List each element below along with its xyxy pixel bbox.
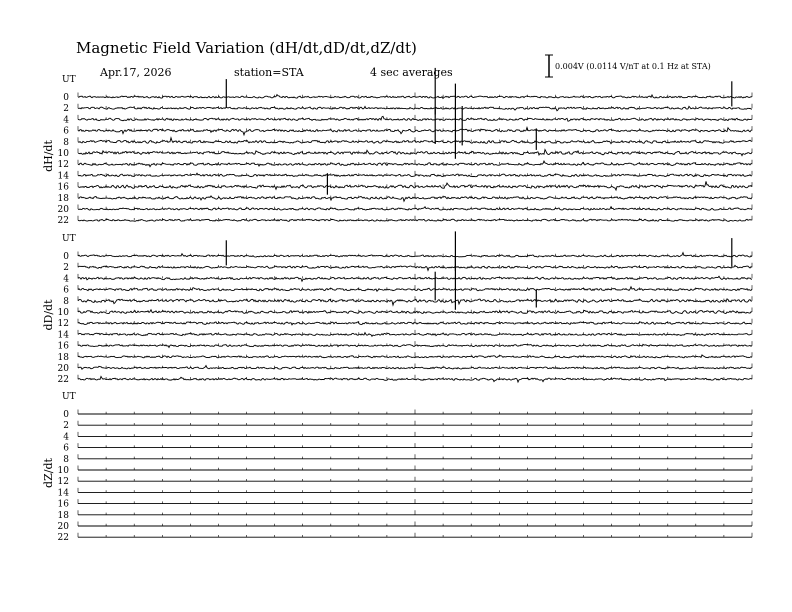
hour-label: 4 [63, 115, 69, 126]
trace-18ut [58, 352, 752, 363]
hour-label: 6 [63, 443, 69, 454]
trace-4ut [63, 432, 752, 443]
hour-label: 2 [63, 421, 69, 432]
hour-label: 0 [63, 93, 69, 103]
trace-12ut [58, 160, 752, 171]
hour-label: 18 [57, 510, 69, 521]
panel-dddt [42, 231, 752, 385]
hour-label: 0 [63, 252, 69, 262]
trace-20ut [58, 364, 752, 375]
trace-0ut [63, 410, 752, 421]
ut-label: UT [62, 392, 76, 402]
trace-ticks [78, 477, 752, 482]
trace-2ut [63, 263, 752, 274]
hour-label: 12 [57, 477, 69, 488]
trace-16ut [58, 341, 752, 352]
trace-16ut [58, 499, 752, 510]
hour-label: 12 [57, 319, 69, 330]
trace-ticks [78, 488, 752, 493]
trace-4ut [63, 274, 752, 285]
trace-14ut [58, 488, 752, 499]
hour-label: 2 [63, 104, 69, 115]
hour-label: 22 [57, 375, 69, 386]
hour-label: 10 [57, 308, 69, 318]
trace-14ut [58, 330, 752, 341]
trace-12ut [58, 477, 752, 488]
trace-8ut [63, 137, 752, 148]
trace-0ut [63, 93, 752, 104]
hour-label: 4 [63, 432, 69, 443]
hour-label: 22 [57, 533, 69, 544]
trace-22ut [58, 216, 752, 227]
trace-ticks [78, 454, 752, 459]
averaging-label: 4 sec averages [370, 66, 453, 79]
station-label: station=STA [234, 66, 304, 79]
trace-8ut [63, 296, 752, 307]
hour-label: 2 [63, 263, 69, 274]
trace-ticks [78, 149, 752, 154]
trace-22ut [58, 533, 752, 544]
trace-ticks [78, 510, 752, 515]
trace-4ut [63, 115, 752, 126]
trace-ticks [78, 263, 752, 268]
y-axis-label: dD/dt [42, 299, 55, 331]
trace-18ut [58, 193, 752, 204]
ut-label: UT [62, 234, 76, 244]
trace-ticks [78, 533, 752, 538]
hour-label: 16 [57, 499, 69, 510]
hour-label: 8 [63, 296, 69, 307]
trace-ticks [78, 443, 752, 448]
trace-line [78, 196, 752, 201]
trace-16ut [58, 181, 752, 192]
scale-bar-label: 0.004V (0.0114 V/nT at 0.1 Hz at STA) [555, 62, 711, 71]
trace-2ut [63, 104, 752, 115]
trace-ticks [78, 432, 752, 437]
trace-ticks [78, 421, 752, 426]
trace-20ut [58, 522, 752, 533]
hour-label: 22 [57, 216, 69, 227]
panel-dhdt [42, 68, 752, 226]
panel-dzdt [42, 392, 752, 543]
date-label: Apr.17, 2026 [100, 66, 172, 79]
trace-10ut [58, 149, 752, 160]
trace-0ut [63, 252, 752, 263]
hour-label: 20 [57, 364, 69, 374]
hour-label: 8 [63, 137, 69, 148]
trace-20ut [58, 205, 752, 216]
trace-10ut [58, 466, 752, 477]
trace-6ut [63, 443, 752, 454]
ut-label: UT [62, 75, 76, 85]
hour-label: 10 [57, 466, 69, 476]
y-axis-label: dZ/dt [42, 458, 55, 488]
hour-label: 12 [57, 160, 69, 171]
trace-ticks [78, 410, 752, 415]
hour-label: 20 [57, 205, 69, 215]
trace-2ut [63, 421, 752, 432]
trace-ticks [78, 466, 752, 471]
hour-label: 18 [57, 352, 69, 363]
trace-line [78, 299, 752, 305]
trace-10ut [58, 308, 752, 319]
hour-label: 10 [57, 149, 69, 159]
hour-label: 6 [63, 285, 69, 296]
y-axis-label: dH/dt [42, 140, 55, 172]
trace-6ut [63, 285, 752, 296]
trace-22ut [58, 375, 752, 386]
hour-label: 6 [63, 126, 69, 137]
chart-title: Magnetic Field Variation (dH/dt,dD/dt,dZ/dt) [76, 39, 417, 57]
trace-6ut [63, 126, 752, 137]
hour-label: 20 [57, 522, 69, 532]
hour-label: 0 [63, 410, 69, 420]
hour-label: 4 [63, 274, 69, 285]
trace-ticks [78, 330, 752, 335]
hour-label: 14 [57, 330, 69, 341]
scale-bar [545, 55, 711, 77]
panels [42, 68, 752, 543]
trace-18ut [58, 510, 752, 521]
trace-8ut [63, 454, 752, 465]
hour-label: 16 [57, 341, 69, 352]
trace-14ut [58, 171, 752, 182]
trace-12ut [58, 319, 752, 330]
trace-ticks [78, 522, 752, 527]
hour-label: 18 [57, 193, 69, 204]
hour-label: 16 [57, 182, 69, 193]
hour-label: 14 [57, 171, 69, 182]
hour-label: 14 [57, 488, 69, 499]
hour-label: 8 [63, 454, 69, 465]
trace-ticks [78, 499, 752, 504]
trace-ticks [78, 126, 752, 131]
